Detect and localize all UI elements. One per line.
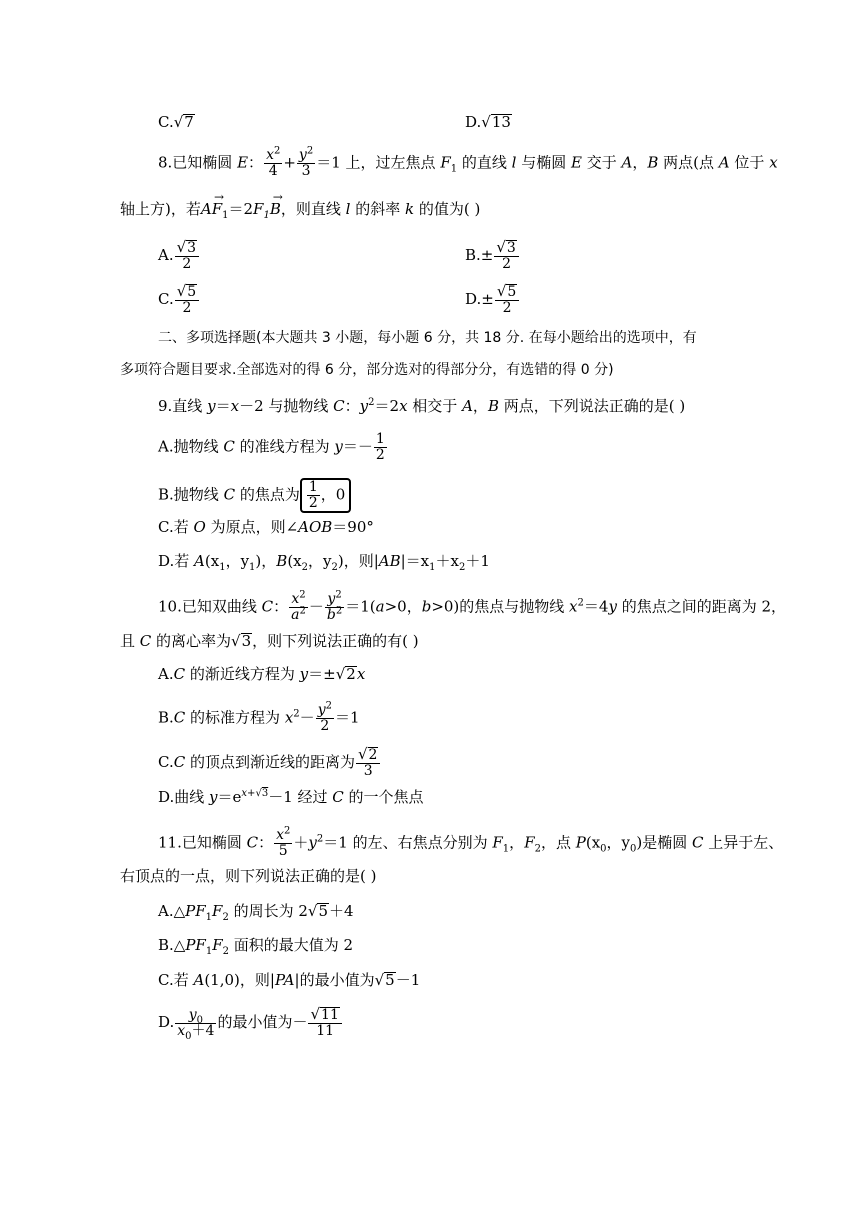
q10-option-a: A.C 的渐近线方程为 y＝±√2x xyxy=(158,665,366,683)
section-2-header-line2: 多项符合题目要求.全部选对的得 6 分，部分选对的得部分分，有选错的得 0 分) xyxy=(120,362,614,378)
q11-option-d: D. $\frac{y_0}{x_0+4}$ 的最小值为－ $\frac{√11}{11}$ xyxy=(158,1007,343,1039)
q11-stem-line1: 11.已知椭圆 C： $\frac{x^2}{5}$ $+y^2=1$ 的左、右焦点分别为 $F_1$，$F_2$，点 $P(x_0$，$y_0$)是椭圆 C 上异于左、 xyxy=(158,825,784,859)
q10-stem-line2: 且 C 的离心率为√3，则下列说法正确的有( ) xyxy=(120,632,419,650)
q8-option-c: C. $\frac{√5}{2}$ xyxy=(158,284,200,316)
q7-option-c: C.√7 xyxy=(158,113,194,131)
q9-option-a: A.抛物线 C 的准线方程为 y＝－ $\frac{1}{2}$ xyxy=(158,431,385,463)
q8-option-b: B.± $\frac{√3}{2}$ xyxy=(465,240,520,272)
q10-option-d: D.曲线 $y=e^{x+√3}-1$ 经过 C 的一个焦点 xyxy=(158,788,424,806)
section-2-header-line1: 二、多项选择题(本大题共 3 小题，每小题 6 分，共 18 分. 在每小题给出的选项中，有 xyxy=(158,330,697,346)
q8-option-d: D.± $\frac{√5}{2}$ xyxy=(465,284,520,316)
q9-option-c: C.若 O 为原点，则∠AOB＝90° xyxy=(158,518,374,536)
q10-option-b: B.C 的标准方程为 $x^2-$ $\frac{y^2}{2}$ ＝1 xyxy=(158,700,360,734)
q9-option-b: B.抛物线 C 的焦点为 $\frac{1}{2}$ ，0 xyxy=(158,478,351,513)
q7-option-d: D.√13 xyxy=(465,113,511,131)
q11-option-c: C.若 A(1,0)，则|PA|的最小值为√5－1 xyxy=(158,971,421,989)
q9-option-d: D.若 $A(x_1$，$y_1$)，$B(x_2$，$y_2$)，则$|AB|=x_1+x_2+1$ xyxy=(158,552,490,573)
q11-option-b: $B.\triangle PF_1F_2$ 面积的最大值为 2 xyxy=(158,936,354,957)
q8-stem-line2: 轴上方)，若→ $AF_1=2\to F_1B$，则直线 l 的斜率 k 的值为( ) xyxy=(120,199,480,219)
q11-option-a: $A.\triangle PF_1F_2$ 的周长为 2√5＋4 xyxy=(158,902,354,923)
q8-stem-line1: 8.已知椭圆 E： $\frac{x^2}{4}$ + $\frac{y^2}{3}$ ＝1 上，过左焦点 $F_1$ 的直线 l 与椭圆 E 交于 A，B 两点(点 A 位于 x xyxy=(158,145,778,179)
q10-stem-line1: 10.已知双曲线 C： $\frac{x^2}{a^2}$ － $\frac{y^2}{b^2}$ ＝1(a>0，b>0)的焦点与抛物线 $x^2=4y$ 的焦点之间的距离为 2， xyxy=(158,589,787,623)
q8-option-a: A. $\frac{√3}{2}$ xyxy=(158,240,200,272)
q10-option-c: C.C 的顶点到渐近线的距离为 $\frac{√2}{3}$ xyxy=(158,747,381,779)
q11-stem-line2: 右顶点的一点，则下列说法正确的是( ) xyxy=(120,867,377,885)
q9-stem: 9.直线 y＝x－2 与抛物线 C：$y^2=2x$ 相交于 A，B 两点，下列说法正确的是( ) xyxy=(158,397,686,415)
